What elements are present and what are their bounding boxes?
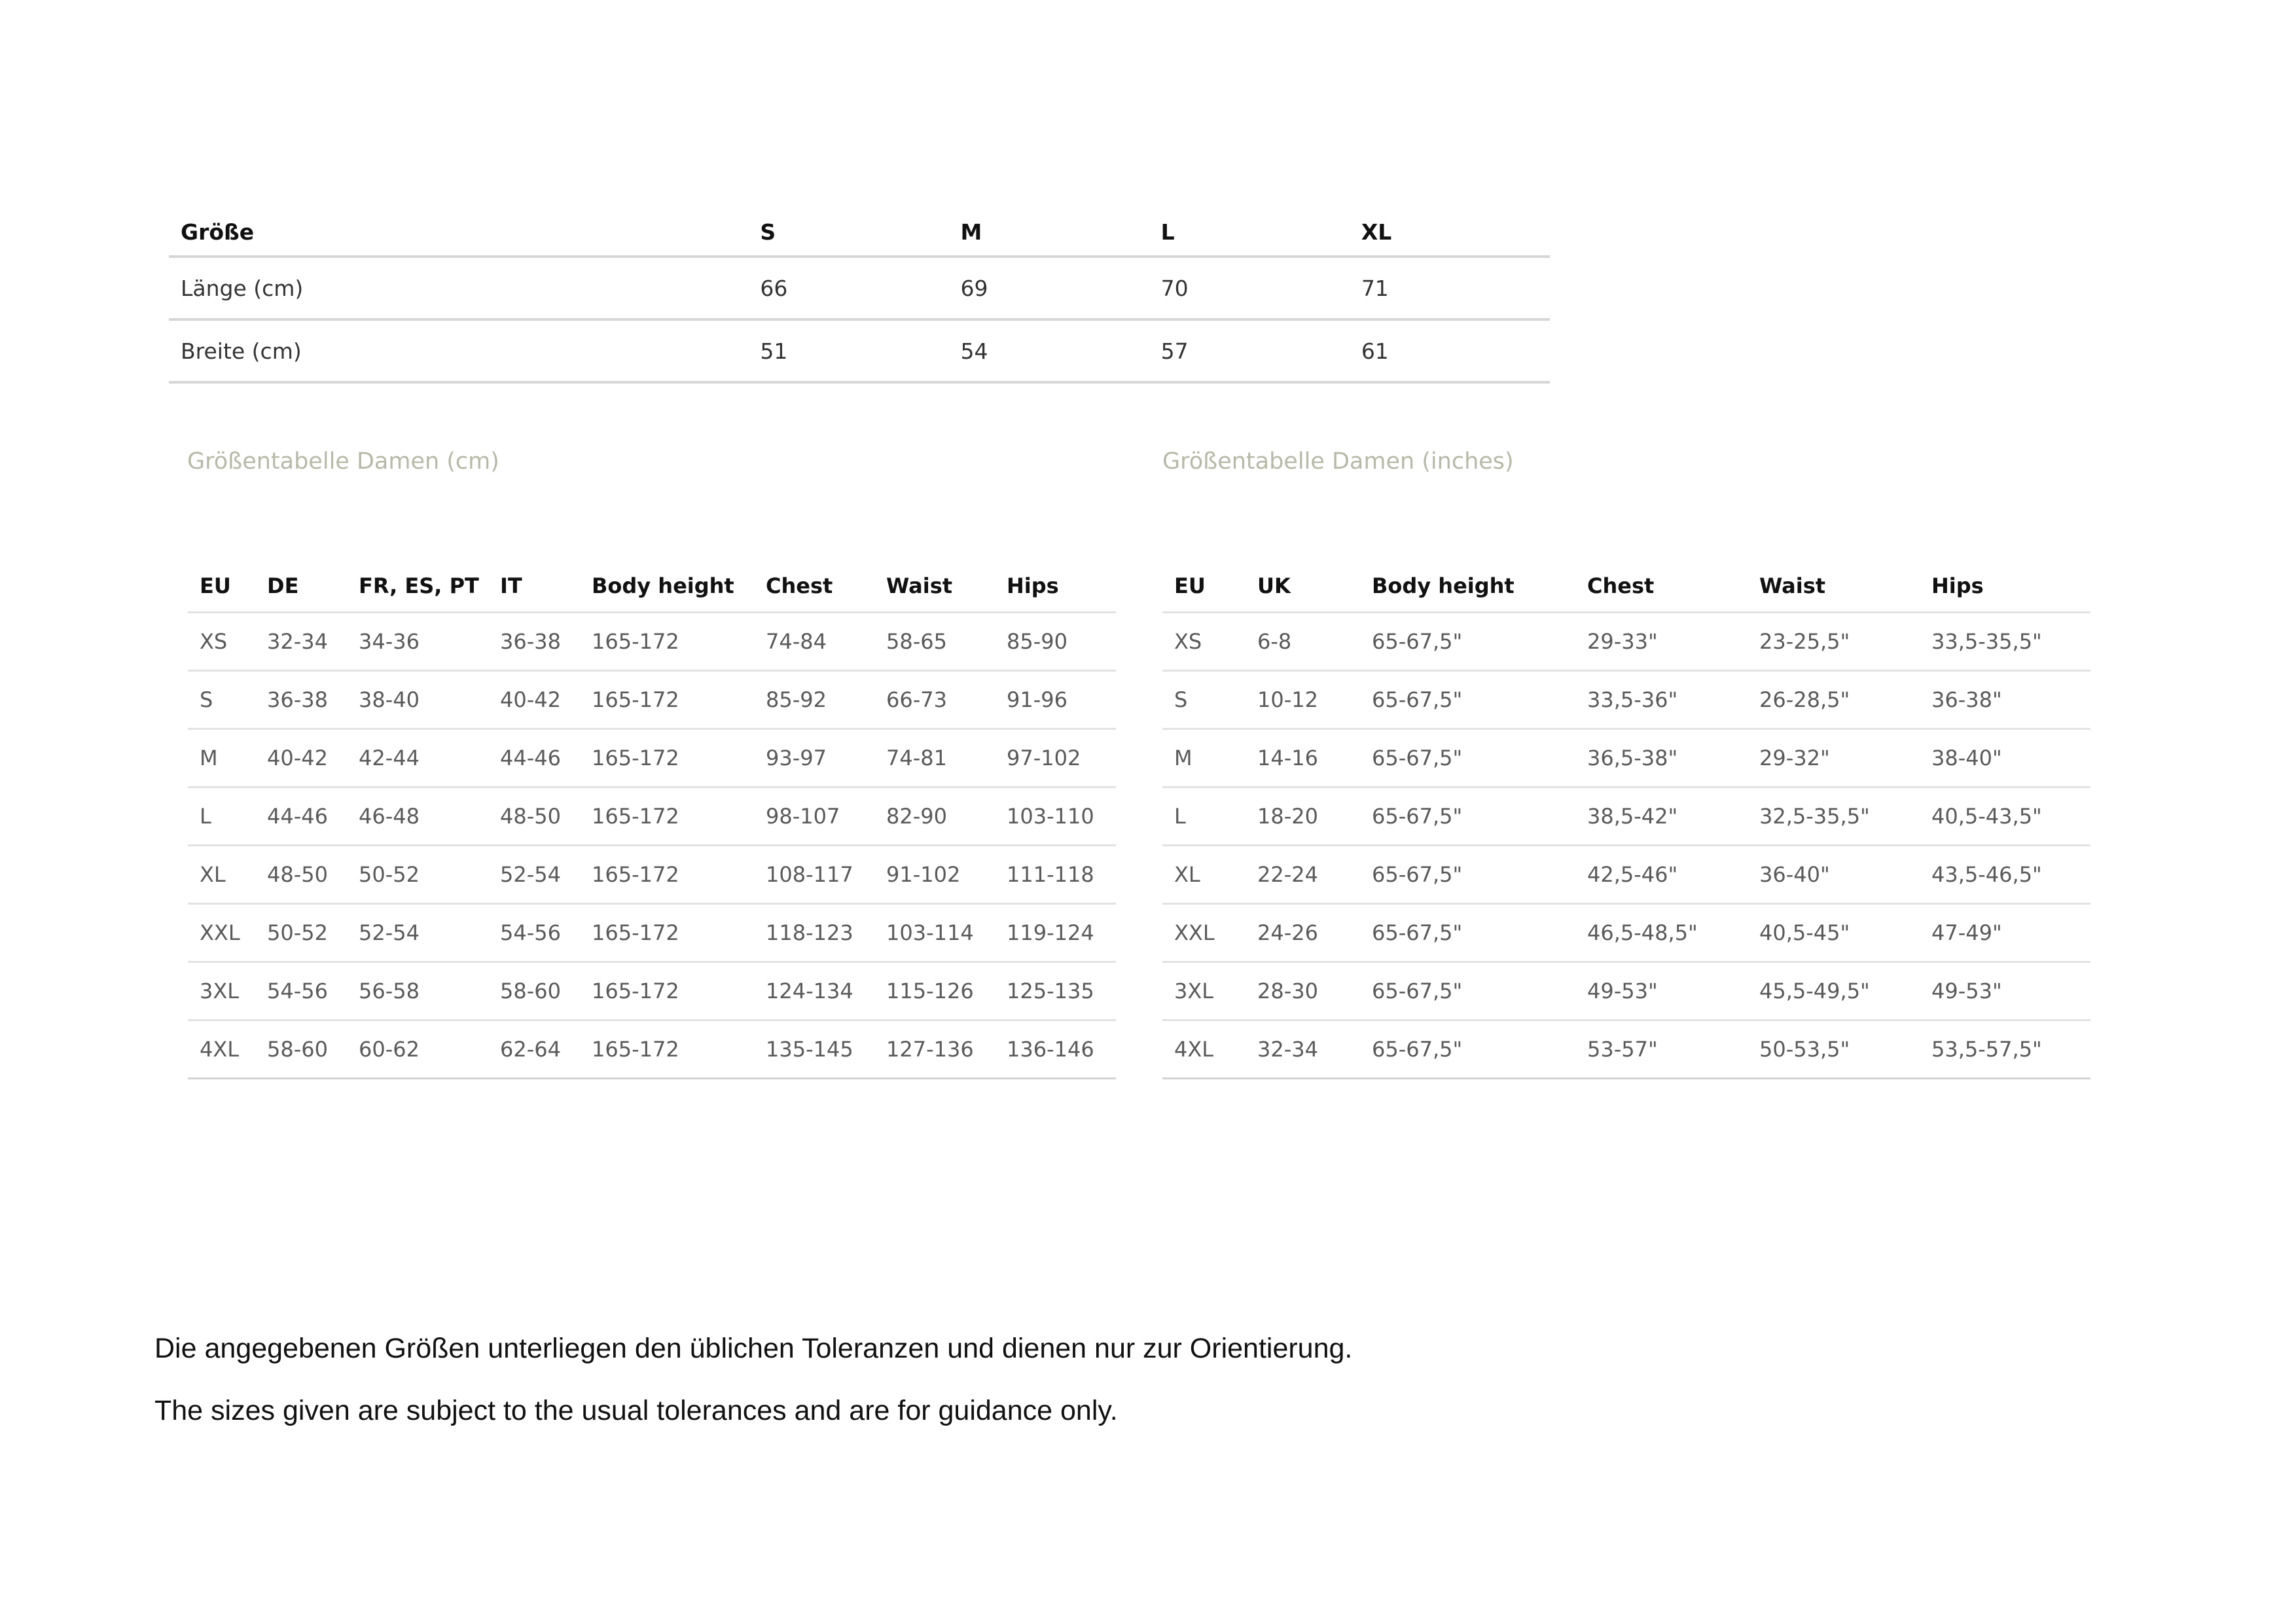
table-row <box>1162 671 2090 729</box>
table-row <box>188 729 1116 787</box>
column-header: M <box>949 208 1149 257</box>
table-cell: 50-52 <box>347 846 488 904</box>
table-cell: 57 <box>1149 319 1350 382</box>
table-cell: S <box>188 671 255 729</box>
table-cell: 165-172 <box>580 1020 754 1079</box>
table-cell: 125-135 <box>995 962 1116 1020</box>
table-cell: 49-53" <box>1575 962 1748 1020</box>
table-cell: XXL <box>1162 904 1246 962</box>
table-cell: 38,5-42" <box>1575 787 1748 846</box>
table-row <box>1162 613 2090 671</box>
column-header: UK <box>1246 560 1360 613</box>
table-cell: 103-114 <box>874 904 995 962</box>
row-label: Breite (cm) <box>169 319 748 382</box>
table-cell: 82-90 <box>874 787 995 846</box>
table-cell: 32,5-35,5" <box>1748 787 1920 846</box>
table-cell: 4XL <box>1162 1020 1246 1079</box>
table-cell: 56-58 <box>347 962 488 1020</box>
table-cell: 28-30 <box>1246 962 1360 1020</box>
column-header: Body height <box>580 560 754 613</box>
table-row <box>1162 962 2090 1020</box>
table-cell: 50-53,5" <box>1748 1020 1920 1079</box>
size-chart-cm-table <box>188 560 1116 1079</box>
table-cell: 127-136 <box>874 1020 995 1079</box>
table-cell: 40-42 <box>255 729 347 787</box>
table-cell: 65-67,5" <box>1360 1020 1575 1079</box>
column-header: FR, ES, PT <box>347 560 488 613</box>
table-cell: 42-44 <box>347 729 488 787</box>
table-cell: 124-134 <box>754 962 874 1020</box>
table-cell: 53-57" <box>1575 1020 1748 1079</box>
column-header: IT <box>488 560 580 613</box>
table-cell: 119-124 <box>995 904 1116 962</box>
table-cell: 93-97 <box>754 729 874 787</box>
table-cell: 58-60 <box>255 1020 347 1079</box>
table-cell: 48-50 <box>488 787 580 846</box>
table-cell: 18-20 <box>1246 787 1360 846</box>
table-cell: 36-40" <box>1748 846 1920 904</box>
table-cell: 36,5-38" <box>1575 729 1748 787</box>
table-cell: 66-73 <box>874 671 995 729</box>
column-header: Hips <box>995 560 1116 613</box>
table-cell: 54-56 <box>488 904 580 962</box>
table-cell: 85-92 <box>754 671 874 729</box>
table-cell: 24-26 <box>1246 904 1360 962</box>
table-cell: 38-40" <box>1920 729 2090 787</box>
table-row <box>188 671 1116 729</box>
column-header: S <box>748 208 948 257</box>
table-cell: 97-102 <box>995 729 1116 787</box>
table-row <box>1162 729 2090 787</box>
disclaimer-english: The sizes given are subject to the usual tolerances and are for guidance only. <box>154 1395 1118 1426</box>
table-cell: 85-90 <box>995 613 1116 671</box>
table-cell: 53,5-57,5" <box>1920 1020 2090 1079</box>
table-cell: 103-110 <box>995 787 1116 846</box>
table-cell: 52-54 <box>488 846 580 904</box>
table-cell: 50-52 <box>255 904 347 962</box>
table-cell: 45,5-49,5" <box>1748 962 1920 1020</box>
table-cell: 46,5-48,5" <box>1575 904 1748 962</box>
table-cell: 136-146 <box>995 1020 1116 1079</box>
table-cell: 65-67,5" <box>1360 729 1575 787</box>
column-header: Chest <box>1575 560 1748 613</box>
table-cell: 74-84 <box>754 613 874 671</box>
table-cell: 71 <box>1350 257 1550 319</box>
table-row <box>1162 787 2090 846</box>
column-header: Body height <box>1360 560 1575 613</box>
table-cell: 32-34 <box>255 613 347 671</box>
table-cell: 44-46 <box>255 787 347 846</box>
table-cell: 108-117 <box>754 846 874 904</box>
column-header: L <box>1149 208 1350 257</box>
table-row <box>188 962 1116 1020</box>
table-cell: 165-172 <box>580 962 754 1020</box>
table-cell: 32-34 <box>1246 1020 1360 1079</box>
table-cell: 47-49" <box>1920 904 2090 962</box>
table-cell: 118-123 <box>754 904 874 962</box>
table-cell: 165-172 <box>580 729 754 787</box>
table-cell: XS <box>188 613 255 671</box>
table-cell: 33,5-35,5" <box>1920 613 2090 671</box>
table-row <box>188 787 1116 846</box>
table-cell: 48-50 <box>255 846 347 904</box>
table-header-row <box>169 208 1550 257</box>
table-cell: 36-38 <box>255 671 347 729</box>
table-cell: 54-56 <box>255 962 347 1020</box>
size-chart-inches-title: Größentabelle Damen (inches) <box>1162 448 1514 475</box>
table-cell: 29-32" <box>1748 729 1920 787</box>
size-chart-cm-title: Größentabelle Damen (cm) <box>187 448 499 475</box>
table-cell: 38-40 <box>347 671 488 729</box>
table-cell: 74-81 <box>874 729 995 787</box>
table-cell: XL <box>1162 846 1246 904</box>
row-label: Länge (cm) <box>169 257 748 319</box>
table-cell: 65-67,5" <box>1360 613 1575 671</box>
table-cell: 65-67,5" <box>1360 904 1575 962</box>
table-cell: 40,5-45" <box>1748 904 1920 962</box>
table-cell: 6-8 <box>1246 613 1360 671</box>
table-cell: 10-12 <box>1246 671 1360 729</box>
column-header: Waist <box>1748 560 1920 613</box>
table-row-length <box>169 257 1550 319</box>
table-row <box>188 846 1116 904</box>
table-cell: 4XL <box>188 1020 255 1079</box>
table-cell: 165-172 <box>580 904 754 962</box>
table-cell: 165-172 <box>580 846 754 904</box>
table-cell: 115-126 <box>874 962 995 1020</box>
table-cell: 135-145 <box>754 1020 874 1079</box>
table-cell: 65-67,5" <box>1360 671 1575 729</box>
table-cell: S <box>1162 671 1246 729</box>
column-header: XL <box>1350 208 1550 257</box>
table-cell: 111-118 <box>995 846 1116 904</box>
size-chart-inches-table <box>1162 560 2090 1079</box>
table-cell: 14-16 <box>1246 729 1360 787</box>
table-cell: 69 <box>949 257 1149 319</box>
table-cell: XXL <box>188 904 255 962</box>
table-header-row <box>188 560 1116 613</box>
table-cell: 40,5-43,5" <box>1920 787 2090 846</box>
column-header-size: Größe <box>169 208 748 257</box>
table-cell: 91-96 <box>995 671 1116 729</box>
table-cell: 54 <box>949 319 1149 382</box>
table-row <box>188 1020 1116 1079</box>
table-cell: 3XL <box>188 962 255 1020</box>
table-cell: 23-25,5" <box>1748 613 1920 671</box>
column-header: EU <box>1162 560 1246 613</box>
table-cell: 33,5-36" <box>1575 671 1748 729</box>
table-cell: M <box>1162 729 1246 787</box>
table-cell: 165-172 <box>580 613 754 671</box>
disclaimer-german: Die angegebenen Größen unterliegen den üblichen Toleranzen und dienen nur zur Orientierung. <box>154 1333 1353 1364</box>
table-row <box>188 613 1116 671</box>
table-cell: 3XL <box>1162 962 1246 1020</box>
table-cell: 26-28,5" <box>1748 671 1920 729</box>
table-cell: M <box>188 729 255 787</box>
table-header-row <box>1162 560 2090 613</box>
table-cell: 98-107 <box>754 787 874 846</box>
table-row <box>1162 904 2090 962</box>
table-cell: 62-64 <box>488 1020 580 1079</box>
table-cell: 22-24 <box>1246 846 1360 904</box>
table-cell: 66 <box>748 257 948 319</box>
table-cell: 46-48 <box>347 787 488 846</box>
table-cell: 165-172 <box>580 787 754 846</box>
table-cell: 29-33" <box>1575 613 1748 671</box>
table-cell: 58-60 <box>488 962 580 1020</box>
column-header: Hips <box>1920 560 2090 613</box>
table-cell: 60-62 <box>347 1020 488 1079</box>
column-header: Waist <box>874 560 995 613</box>
table-cell: 65-67,5" <box>1360 962 1575 1020</box>
table-cell: 91-102 <box>874 846 995 904</box>
table-row <box>1162 1020 2090 1079</box>
table-cell: XS <box>1162 613 1246 671</box>
table-cell: 36-38" <box>1920 671 2090 729</box>
table-cell: 44-46 <box>488 729 580 787</box>
column-header: EU <box>188 560 255 613</box>
table-cell: L <box>1162 787 1246 846</box>
table-cell: 51 <box>748 319 948 382</box>
product-measurements-table <box>169 208 1550 384</box>
table-cell: 165-172 <box>580 671 754 729</box>
table-cell: 70 <box>1149 257 1350 319</box>
table-cell: 43,5-46,5" <box>1920 846 2090 904</box>
table-cell: 65-67,5" <box>1360 787 1575 846</box>
table-cell: 58-65 <box>874 613 995 671</box>
table-cell: 34-36 <box>347 613 488 671</box>
table-cell: L <box>188 787 255 846</box>
table-cell: 36-38 <box>488 613 580 671</box>
table-cell: 52-54 <box>347 904 488 962</box>
table-cell: 49-53" <box>1920 962 2090 1020</box>
table-row <box>188 904 1116 962</box>
column-header: DE <box>255 560 347 613</box>
table-cell: XL <box>188 846 255 904</box>
table-row-width <box>169 319 1550 382</box>
table-cell: 65-67,5" <box>1360 846 1575 904</box>
table-row <box>1162 846 2090 904</box>
table-cell: 42,5-46" <box>1575 846 1748 904</box>
table-cell: 61 <box>1350 319 1550 382</box>
column-header: Chest <box>754 560 874 613</box>
table-cell: 40-42 <box>488 671 580 729</box>
